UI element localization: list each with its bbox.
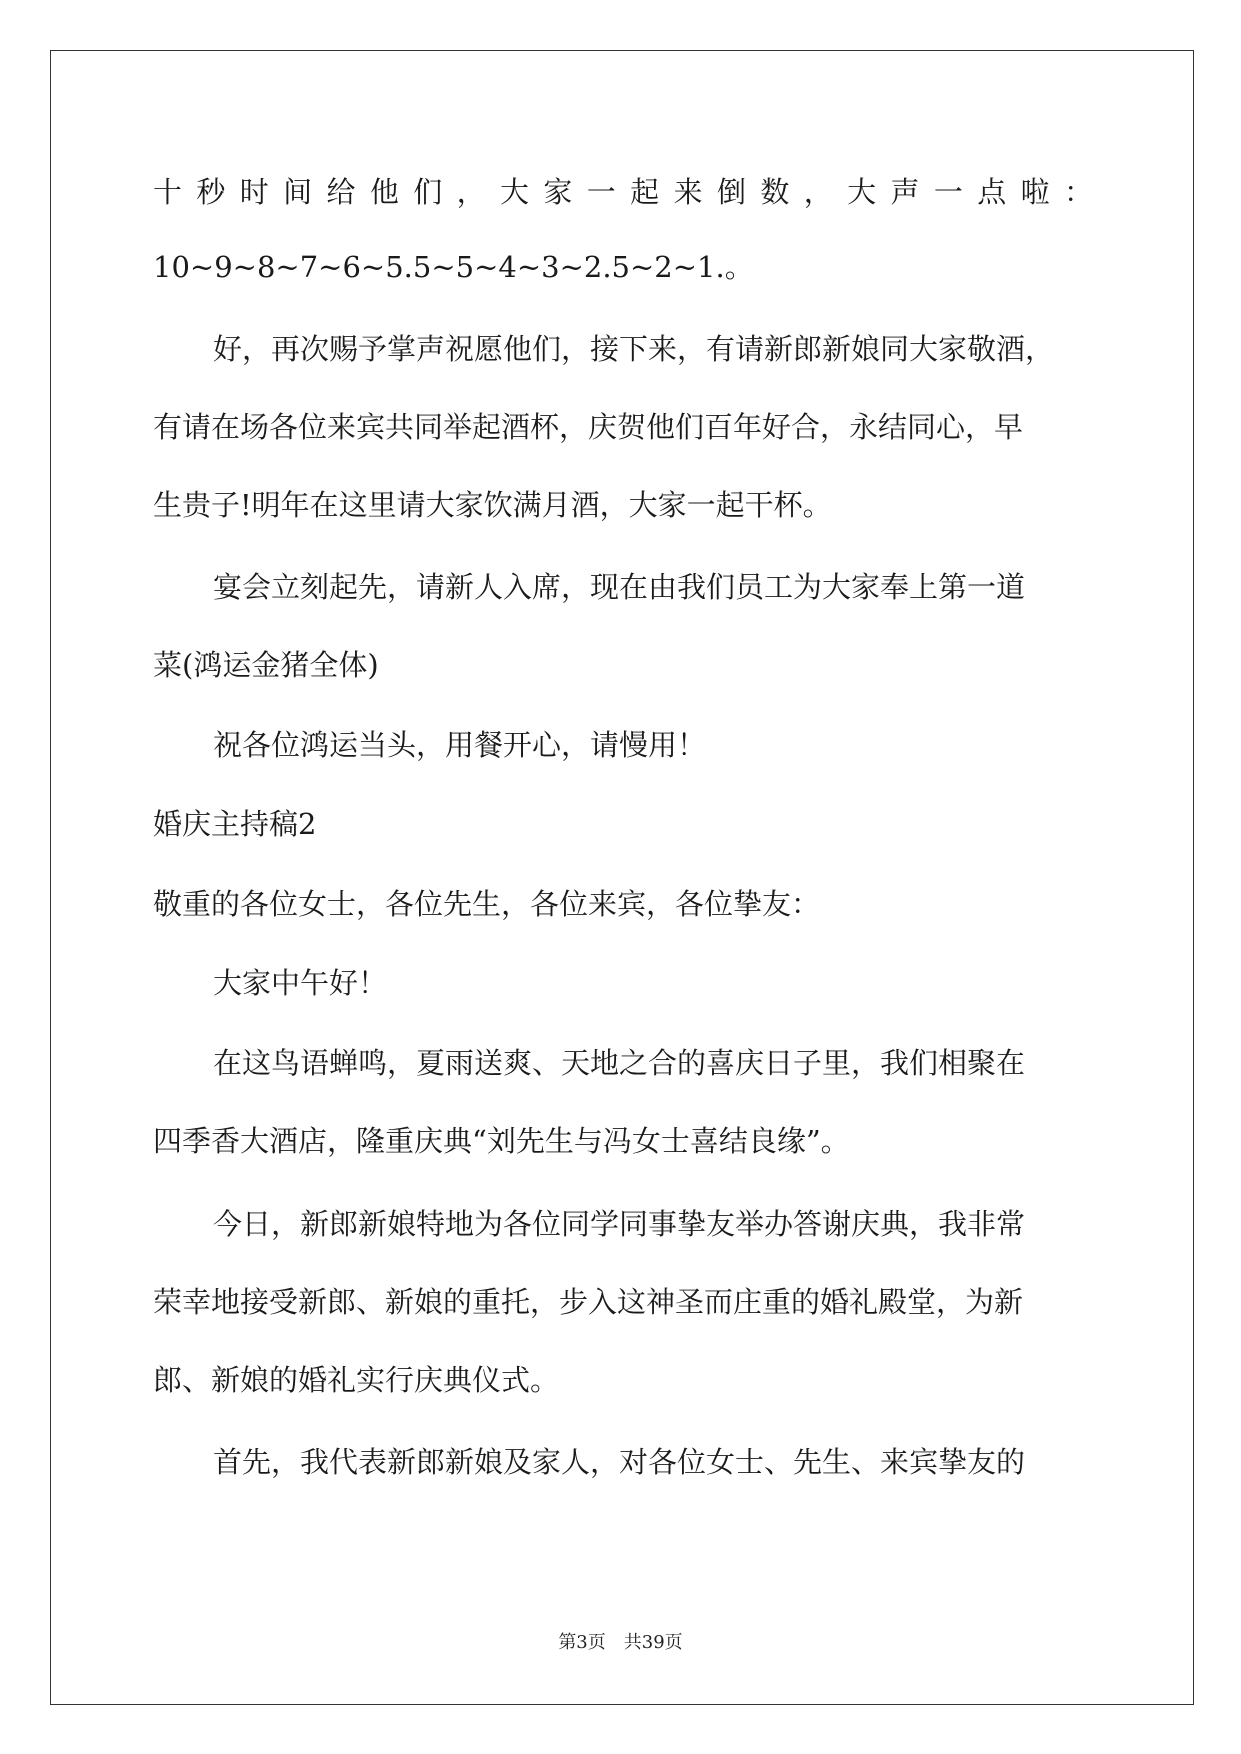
text-line-7: 菜(鸿运金猪全体) [153,648,379,682]
text-line-2: 10~9~8~7~6~5.5~5~4~3~2.5~2~1.。 [153,250,754,284]
text-line-15: 荣幸地接受新郎、新娘的重托，步入这神圣而庄重的婚礼殿堂，为新 [153,1285,1024,1319]
text-line-16: 郎、新娘的婚礼实行庆典仪式。 [153,1363,560,1397]
text-line-8: 祝各位鸿运当头，用餐开心，请慢用！ [213,728,707,762]
text-line-12: 在这鸟语蝉鸣，夏雨送爽、天地之合的喜庆日子里，我们相聚在 [213,1046,1026,1080]
text-line-1: 十 秒 时 间 给 他 们 ， 大 家 一 起 来 倒 数 ， 大 声 一 点 啦 ： [153,175,1093,209]
text-line-6: 宴会立刻起先，请新人入席，现在由我们员工为大家奉上第一道 [213,570,1026,604]
text-line-4: 有请在场各位来宾共同举起酒杯，庆贺他们百年好合，永结同心，早 [153,410,1024,444]
text-line-17: 首先，我代表新郎新娘及家人，对各位女士、先生、来宾挚友的 [213,1445,1026,1479]
text-line-5: 生贵子!明年在这里请大家饮满月酒，大家一起干杯。 [153,488,832,522]
text-line-13: 四季香大酒店，隆重庆典“刘先生与冯女士喜结良缘”。 [153,1124,850,1158]
text-line-10: 敬重的各位女士，各位先生，各位来宾，各位挚友： [153,887,821,921]
text-line-3: 好，再次赐予掌声祝愿他们，接下来，有请新郎新娘同大家敬酒， [213,332,1055,366]
text-line-11: 大家中午好！ [213,966,388,1000]
text-line-14: 今日，新郎新娘特地为各位同学同事挚友举办答谢庆典，我非常 [213,1207,1026,1241]
page-number: 第3页 共39页 [558,1632,683,1653]
section-heading: 婚庆主持稿2 [153,807,317,841]
